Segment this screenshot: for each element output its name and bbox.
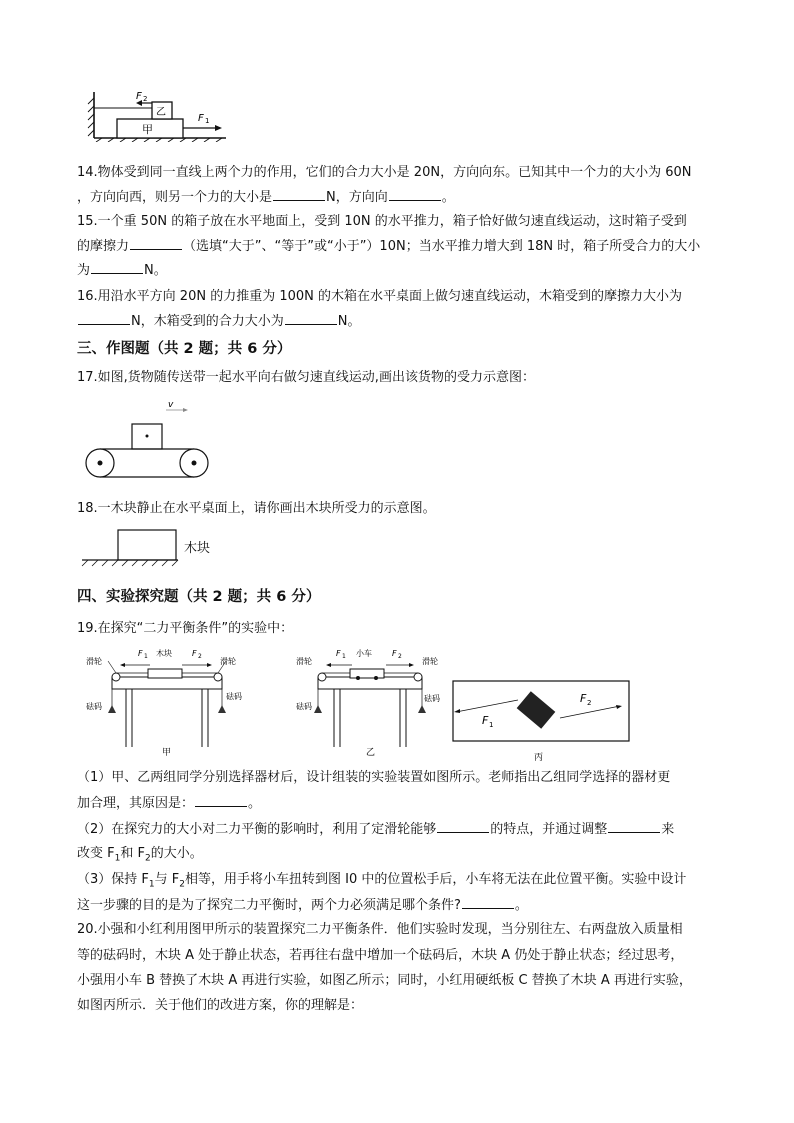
svg-text:砝码: 砝码 bbox=[424, 694, 440, 703]
q18-text: 18.一木块静止在水平桌面上，请你画出木块所受力的示意图。 bbox=[77, 501, 436, 516]
q19-blank-adjust[interactable] bbox=[608, 820, 660, 833]
q20-line1: 20.小强和小红利用图甲所示的装置探究二力平衡条件．他们实验时发现，当分别往左、右两盘放入质量相 bbox=[77, 922, 683, 937]
svg-text:1: 1 bbox=[342, 653, 346, 660]
q15-line1: 15.一个重 50N 的箱子放在水平地面上，受到 10N 的水平推力，箱子恰好做匀速直线运动，这时箱子受到 bbox=[77, 214, 687, 229]
svg-text:F: F bbox=[392, 649, 397, 658]
q19-p3-line2: 这一步骤的目的是为了探究二力平衡时，两个力必须满足哪个条件? 。 bbox=[77, 898, 528, 913]
q16-blank-friction[interactable] bbox=[78, 312, 130, 325]
svg-text:2: 2 bbox=[587, 699, 592, 707]
figure-q13-blocks bbox=[86, 88, 231, 142]
svg-text:F: F bbox=[482, 714, 489, 727]
wood-block bbox=[118, 530, 176, 560]
figure-q19-jia bbox=[82, 643, 252, 761]
q19-blank-pulley[interactable] bbox=[437, 820, 489, 833]
q19-p2-line1: （2）在探究力的大小对二力平衡的影响时，利用了定滑轮能够 的特点，并通过调整 来 bbox=[77, 822, 675, 837]
q14-line1: 14.物体受到同一直线上两个力的作用，它们的合力大小是 20N，方向向东。已知其中一个力的大小为 60N bbox=[77, 165, 692, 180]
svg-text:2: 2 bbox=[398, 653, 402, 660]
q16-blank-net[interactable] bbox=[285, 312, 337, 325]
q19-intro: 19.在探究“二力平衡条件”的实验中： bbox=[77, 621, 294, 636]
q19-p2-line2: 改变 $F_1$和 $F_2$的大小。 bbox=[77, 846, 203, 864]
q15-line2: 的摩擦力 （选填“大于”、“等于”或“小于”）10N；当水平推力增大到 18N 时，箱子所受合力的大小 bbox=[77, 239, 701, 254]
q17-text: 17.如图,货物随传送带一起水平向右做匀速直线运动,画出该货物的受力示意图： bbox=[77, 370, 535, 385]
svg-text:滑轮: 滑轮 bbox=[86, 657, 102, 666]
svg-text:滑轮: 滑轮 bbox=[422, 657, 438, 666]
q19-blank-condition[interactable] bbox=[462, 896, 514, 909]
svg-text:滑轮: 滑轮 bbox=[220, 657, 236, 666]
q20-line3: 小强用小车 B 替换了木块 A 再进行实验，如图乙所示；同时，小红用硬纸板 C 替换了木块 A 再进行实验， bbox=[77, 973, 692, 988]
svg-text:F: F bbox=[138, 649, 143, 658]
q16-line1: 16.用沿水平方向 20N 的力推重为 100N 的木箱在水平桌面上做匀速直线运动，木箱受到的摩擦力大小为 bbox=[77, 289, 683, 304]
q20-line2: 等的砝码时，木块 A 处于静止状态，若再往右盘中增加一个砝码后，木块 A 仍处于静止状态；经过思考， bbox=[77, 948, 684, 963]
q19-blank-reason[interactable] bbox=[195, 794, 247, 807]
q18-block-label: 木块 bbox=[184, 541, 211, 556]
figure-q17-conveyor bbox=[82, 395, 217, 485]
label-jia: 甲 bbox=[142, 123, 153, 136]
q15-line3: 为 N。 bbox=[77, 263, 167, 278]
figure-q19-bing bbox=[452, 680, 630, 764]
svg-text:1: 1 bbox=[205, 117, 210, 125]
svg-text:砝码: 砝码 bbox=[86, 702, 102, 711]
svg-text:甲: 甲 bbox=[162, 748, 172, 758]
q15-blank-compare[interactable] bbox=[130, 237, 182, 250]
svg-text:F: F bbox=[192, 649, 197, 658]
svg-text:乙: 乙 bbox=[366, 748, 376, 758]
figure-q19-yi bbox=[294, 643, 454, 761]
svg-text:F: F bbox=[580, 692, 587, 705]
q14-blank-direction[interactable] bbox=[389, 188, 441, 201]
svg-text:2: 2 bbox=[143, 95, 148, 103]
q15-blank-net-force[interactable] bbox=[91, 261, 143, 274]
svg-text:砝码: 砝码 bbox=[226, 692, 242, 701]
svg-text:F: F bbox=[336, 649, 341, 658]
svg-text:F: F bbox=[136, 91, 142, 102]
svg-text:F: F bbox=[198, 113, 204, 124]
svg-text:丙: 丙 bbox=[534, 753, 544, 763]
figure-q18-block-on-table bbox=[80, 528, 180, 568]
svg-text:1: 1 bbox=[489, 721, 494, 729]
q14-blank-magnitude[interactable] bbox=[273, 188, 325, 201]
svg-text:砝码: 砝码 bbox=[296, 702, 312, 711]
q19-p1-line2: 加合理，其原因是： 。 bbox=[77, 796, 262, 811]
q16-line2: N，木箱受到的合力大小为 N。 bbox=[77, 312, 360, 331]
svg-text:滑轮: 滑轮 bbox=[296, 657, 312, 666]
label-yi: 乙 bbox=[156, 107, 166, 118]
q19-p1-line1: （1）甲、乙两组同学分别选择器材后，设计组装的实验装置如图所示。老师指出乙组同学选择的器材更 bbox=[77, 770, 671, 785]
q19-p3-line1: （3）保持 $F_1$与 $F_2$相等，用手将小车扭转到图 I0 中的位置松手后，小车将无法在此位置平衡。实验中设计 bbox=[77, 872, 687, 890]
section-4-title: 四、实验探究题（共 2 题；共 6 分） bbox=[77, 589, 321, 605]
q20-line4: 如图丙所示．关于他们的改进方案，你的理解是： bbox=[77, 998, 364, 1013]
q14-line2: ，方向向西，则另一个力的大小是 N，方向向 。 bbox=[77, 190, 455, 205]
svg-text:2: 2 bbox=[198, 653, 202, 660]
svg-text:v: v bbox=[168, 400, 174, 410]
svg-text:小车: 小车 bbox=[356, 649, 372, 658]
svg-text:木块: 木块 bbox=[156, 649, 172, 658]
section-3-title: 三、作图题（共 2 题；共 6 分） bbox=[77, 341, 292, 357]
svg-text:1: 1 bbox=[144, 653, 148, 660]
